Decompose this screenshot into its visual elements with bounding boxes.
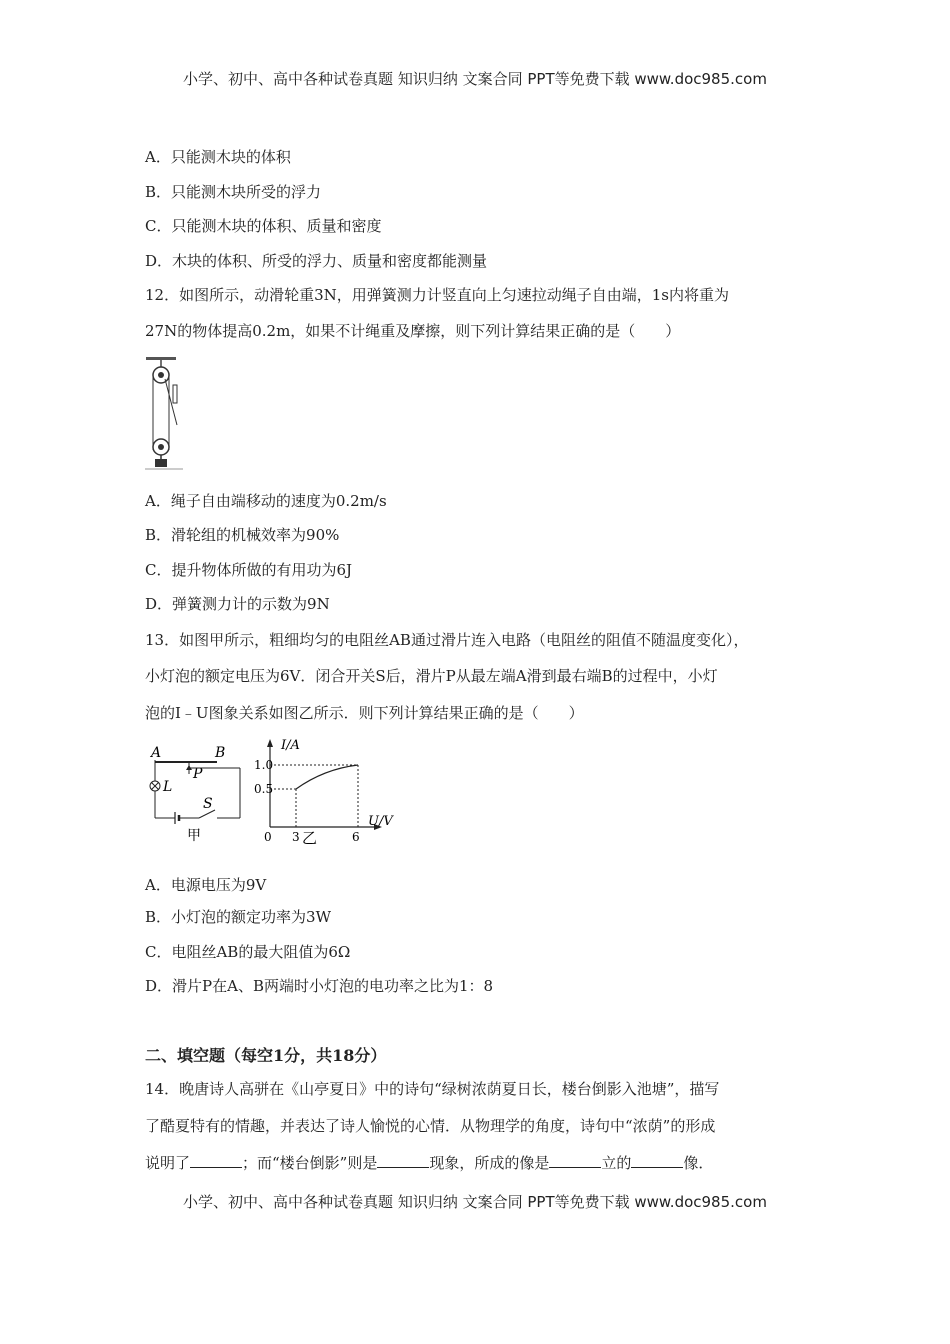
q14-stem-line1: 14．晚唐诗人高骈在《山亭夏日》中的诗句“绿树浓荫夏日长，楼台倒影入池塘”，描写: [145, 1080, 720, 1098]
graph-ylabel: I/A: [281, 738, 300, 753]
q13-stem-line2: 小灯泡的额定电压为6V．闭合开关S后，滑片P从最左端A滑到最右端B的过程中，小灯: [145, 667, 718, 685]
graph-origin: 0: [264, 830, 272, 844]
graph-ytick-1: 1.0: [254, 758, 274, 772]
circuit-label-l: L: [163, 779, 173, 795]
q14-stem-line3: [145, 1152, 713, 1173]
q13-option-a: A．电源电压为9V: [145, 876, 267, 894]
iu-curve: [296, 765, 358, 789]
q11-option-b: B．只能测木块所受的浮力: [145, 183, 322, 201]
q13-stem-line3: 泡的I﹣U图象关系如图乙所示．则下列计算结果正确的是（ ）: [145, 704, 584, 722]
q12-option-d: D．弹簧测力计的示数为9N: [145, 595, 330, 613]
q12-option-b: B．滑轮组的机械效率为90%: [145, 526, 340, 544]
q12-option-a: A．绳子自由端移动的速度为0.2m/s: [145, 492, 387, 510]
q11-option-c: C．只能测木块的体积、质量和密度: [145, 217, 382, 235]
q14-text-c: 现象，所成的像是: [429, 1154, 550, 1172]
page-footer: 小学、初中、高中各种试卷真题 知识归纳 文案合同 PPT等免费下载 www.doc985.com: [183, 1193, 767, 1211]
q14-text-e: 像．: [683, 1154, 714, 1172]
graph-xlabel: U/V: [368, 814, 393, 829]
circuit-caption: 甲: [187, 828, 201, 844]
q14-text-b: ；而“楼台倒影”则是: [242, 1154, 378, 1172]
section-2-title: 二、填空题（每空1分，共18分）: [145, 1046, 387, 1065]
pulley-figure: [143, 355, 185, 471]
iu-graph-yi: [250, 733, 400, 845]
q13-option-c: C．电阻丝AB的最大阻值为6Ω: [145, 943, 351, 961]
q11-option-a: A．只能测木块的体积: [145, 148, 291, 166]
graph-xtick-6: 6: [352, 830, 360, 844]
circuit-label-a: A: [151, 745, 162, 761]
q12-stem-line2: 27N的物体提高0.2m，如果不计绳重及摩擦，则下列计算结果正确的是（ ）: [145, 322, 681, 340]
q12-option-c: C．提升物体所做的有用功为6J: [145, 561, 353, 579]
q14-stem-line2: 了酷夏特有的情趣，并表达了诗人愉悦的心情．从物理学的角度，诗句中“浓荫”的形成: [145, 1117, 716, 1135]
graph-caption: 乙: [302, 829, 318, 845]
answer-blank-2[interactable]: [377, 1155, 429, 1168]
graph-ytick-05: 0.5: [254, 782, 274, 796]
q12-stem-line1: 12．如图所示，动滑轮重3N，用弹簧测力计竖直向上匀速拉动绳子自由端，1s内将重为: [145, 286, 730, 304]
q13-stem-line1: 13．如图甲所示，粗细均匀的电阻丝AB通过滑片连入电路（电阻丝的阻值不随温度变化），: [145, 631, 749, 649]
answer-blank-1[interactable]: [190, 1155, 242, 1168]
page-header: 小学、初中、高中各种试卷真题 知识归纳 文案合同 PPT等免费下载 www.doc985.com: [183, 70, 767, 88]
q14-text-a: 说明了: [145, 1154, 191, 1172]
q13-option-d: D．滑片P在A、B两端时小灯泡的电功率之比为1：8: [145, 977, 494, 995]
q11-option-d: D．木块的体积、所受的浮力、质量和密度都能测量: [145, 252, 488, 270]
answer-blank-3[interactable]: [549, 1155, 601, 1168]
circuit-label-b: B: [215, 745, 226, 761]
graph-xtick-3: 3: [292, 830, 300, 844]
circuit-label-p: P: [193, 766, 203, 782]
circuit-label-s: S: [203, 796, 213, 812]
circuit-diagram-jia: [145, 738, 245, 846]
answer-blank-4[interactable]: [631, 1155, 683, 1168]
q14-text-d: 立的: [601, 1154, 632, 1172]
q13-option-b: B．小灯泡的额定功率为3W: [145, 908, 331, 926]
